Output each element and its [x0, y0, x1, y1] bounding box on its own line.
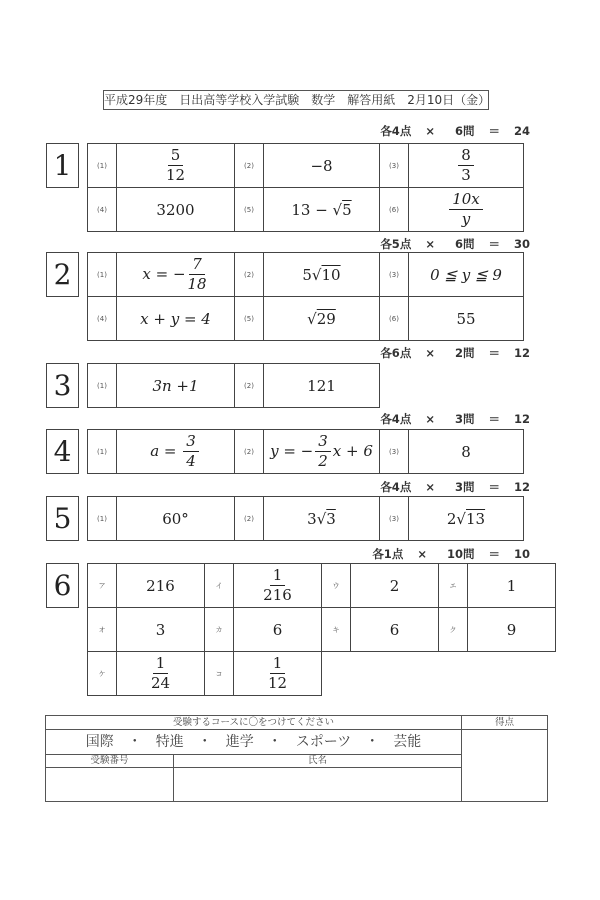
score-each: 各4点 [380, 124, 412, 138]
course-options[interactable]: 国際 ・ 特進 ・ 進学 ・ スポーツ ・ 芸能 [46, 730, 462, 755]
empty-cell [439, 652, 468, 696]
answer-cell[interactable] [409, 253, 524, 297]
answer-cell[interactable] [468, 564, 556, 608]
answer-grid [87, 563, 556, 696]
answer-cell[interactable] [264, 497, 380, 541]
question-label: (4) [88, 188, 117, 232]
numerator: 10x [449, 190, 483, 210]
score-summary [380, 345, 530, 361]
question-label: (1) [88, 144, 117, 188]
question-label: (4) [88, 297, 117, 341]
score-each: 各1点 [372, 547, 404, 561]
score-each: 各4点 [380, 480, 412, 494]
answer-text-suffix: x + 6 [332, 441, 373, 460]
answer-value [307, 510, 336, 528]
answer-cell[interactable] [468, 608, 556, 652]
fraction [449, 190, 483, 229]
exam-number-field[interactable] [46, 768, 174, 801]
answer-row [88, 144, 524, 188]
answer-cell[interactable] [409, 188, 524, 232]
score-total: 12 [513, 412, 530, 426]
radicand: 5 [342, 200, 352, 219]
denominator: y [461, 210, 471, 228]
fraction [263, 566, 292, 605]
score-times: × [425, 480, 435, 494]
answer-grid [87, 496, 524, 541]
score-count: 10問 [446, 547, 475, 561]
radicand: 13 [466, 509, 486, 528]
answer-row [88, 497, 524, 541]
radicand: 10 [321, 265, 341, 284]
answer-text: y = − [270, 441, 314, 460]
exam-number-label: 受験番号 [46, 755, 174, 768]
score-times: × [425, 237, 435, 251]
answer-cell[interactable] [264, 297, 380, 341]
answer-text: 3n +1 [152, 376, 199, 395]
answer-text: 8 [461, 442, 471, 461]
answer-text: 13 − √ [291, 200, 343, 219]
answer-cell[interactable] [409, 430, 524, 474]
answer-text: 6 [389, 620, 400, 639]
answer-cell[interactable] [264, 430, 380, 474]
answer-value [507, 621, 517, 639]
numerator: 3 [183, 432, 199, 452]
answer-cell[interactable] [409, 497, 524, 541]
section-number: 4 [46, 429, 79, 474]
answer-cell[interactable] [264, 253, 380, 297]
answer-value [266, 654, 289, 692]
answer-cell[interactable] [117, 564, 205, 608]
answer-cell[interactable] [117, 652, 205, 696]
answer-text: 1 [506, 576, 517, 595]
fraction [188, 255, 207, 294]
answer-cell[interactable] [117, 497, 235, 541]
answer-text: 0 ≦ y ≦ 9 [430, 265, 502, 284]
answer-row [88, 297, 524, 341]
answer-value [149, 654, 172, 692]
answer-cell[interactable] [264, 144, 380, 188]
question-label: (6) [380, 188, 409, 232]
score-summary [372, 546, 530, 562]
question-label: ク [439, 608, 468, 652]
question-label: (2) [235, 364, 264, 408]
question-label: (1) [88, 364, 117, 408]
score-label: 得点 [462, 716, 547, 730]
question-label: ア [88, 564, 117, 608]
answer-cell[interactable] [117, 253, 235, 297]
answer-value [140, 310, 211, 328]
answer-text: 60° [162, 509, 189, 528]
section-number: 2 [46, 252, 79, 297]
answer-cell[interactable] [234, 564, 322, 608]
empty-cell [468, 652, 556, 696]
score-each: 各5点 [380, 237, 412, 251]
answer-row [88, 364, 380, 408]
answer-value [390, 577, 400, 595]
denominator: 4 [186, 452, 196, 470]
score-total: 10 [513, 547, 530, 561]
denominator: 216 [263, 586, 292, 604]
answer-cell[interactable] [351, 608, 439, 652]
answer-value [456, 146, 476, 184]
question-label: (2) [235, 497, 264, 541]
fraction [268, 654, 287, 693]
score-times: × [425, 346, 435, 360]
answer-row [88, 430, 524, 474]
answer-row [88, 608, 556, 652]
denominator: 12 [267, 674, 288, 692]
numerator: 8 [458, 146, 474, 166]
question-label: ケ [88, 652, 117, 696]
answer-value [507, 577, 517, 595]
answer-cell[interactable] [264, 364, 380, 408]
answer-cell[interactable] [117, 144, 235, 188]
answer-cell[interactable] [117, 430, 235, 474]
question-label: (1) [88, 497, 117, 541]
answer-value [291, 201, 351, 219]
answer-cell[interactable] [117, 188, 235, 232]
answer-row [88, 564, 556, 608]
answer-text: 55 [456, 309, 476, 328]
answer-grid [87, 143, 524, 232]
answer-text: 2 [389, 576, 400, 595]
answer-text: 3√ [307, 509, 327, 528]
answer-value [390, 621, 400, 639]
score-total: 12 [513, 480, 530, 494]
answer-value [430, 266, 502, 284]
score-summary [380, 479, 530, 495]
question-label: (6) [380, 297, 409, 341]
name-field[interactable] [174, 768, 462, 801]
answer-value [162, 510, 189, 528]
question-label: オ [88, 608, 117, 652]
question-label: (1) [88, 430, 117, 474]
answer-cell[interactable] [409, 144, 524, 188]
numerator: 7 [189, 255, 205, 275]
numerator: 5 [168, 146, 184, 166]
score-times: × [417, 547, 427, 561]
answer-value [152, 377, 198, 395]
question-label: (2) [235, 253, 264, 297]
answer-text: 9 [506, 620, 517, 639]
answer-cell[interactable] [351, 564, 439, 608]
score-total: 12 [513, 346, 530, 360]
answer-text: 3 [155, 620, 166, 639]
answer-row [88, 652, 556, 696]
score-total: 24 [513, 124, 530, 138]
question-label: (3) [380, 253, 409, 297]
sheet-title: 平成29年度 日出高等学校入学試験 数学 解答用紙 2月10日（金） [103, 90, 489, 110]
answer-value [270, 432, 373, 470]
question-label: (2) [235, 430, 264, 474]
answer-text: x + y = 4 [140, 309, 211, 328]
section-number: 5 [46, 496, 79, 541]
answer-text: x = − [142, 264, 186, 283]
answer-text: −8 [310, 156, 333, 175]
score-times: × [425, 124, 435, 138]
section-number: 3 [46, 363, 79, 408]
answer-text: √ [307, 309, 317, 328]
answer-cell[interactable] [234, 652, 322, 696]
student-info-box [45, 715, 548, 802]
answer-text: 2√ [446, 509, 466, 528]
denominator: 18 [187, 275, 207, 293]
course-instruction: 受験するコースに〇をつけてください [46, 716, 462, 730]
empty-cell [322, 652, 351, 696]
answer-value [447, 190, 485, 228]
answer-grid [87, 252, 524, 341]
score-equals: ＝ [488, 124, 500, 138]
denominator: 12 [165, 166, 186, 184]
answer-text: 5√ [302, 265, 322, 284]
answer-cell[interactable] [117, 608, 205, 652]
question-label: (2) [235, 144, 264, 188]
answer-value [142, 255, 208, 293]
answer-value [461, 443, 471, 461]
answer-text: 6 [272, 620, 283, 639]
numerator: 1 [270, 566, 286, 586]
answer-cell[interactable] [264, 188, 380, 232]
question-label: (3) [380, 497, 409, 541]
denominator: 3 [461, 166, 471, 184]
question-label: カ [205, 608, 234, 652]
score-each: 各4点 [380, 412, 412, 426]
answer-text: 3200 [156, 200, 195, 219]
question-label: キ [322, 608, 351, 652]
score-count: 6問 [454, 237, 475, 251]
radicand: 29 [316, 309, 336, 328]
denominator: 2 [318, 452, 328, 470]
fraction [183, 432, 199, 471]
score-summary [380, 236, 530, 252]
numerator: 3 [315, 432, 331, 452]
answer-cell[interactable] [117, 297, 235, 341]
answer-grid [87, 429, 524, 474]
answer-cell[interactable] [234, 608, 322, 652]
radicand: 3 [326, 509, 336, 528]
question-label: ウ [322, 564, 351, 608]
question-label: (5) [235, 297, 264, 341]
answer-value [273, 621, 283, 639]
answer-cell[interactable] [117, 364, 235, 408]
score-times: × [425, 412, 435, 426]
section-number: 6 [46, 563, 79, 608]
question-label: (5) [235, 188, 264, 232]
answer-text: 216 [146, 576, 175, 595]
answer-grid [87, 363, 380, 408]
score-total: 30 [513, 237, 530, 251]
answer-row [88, 253, 524, 297]
answer-value [447, 510, 485, 528]
fraction [315, 432, 331, 471]
answer-text: 121 [307, 376, 336, 395]
question-label: (3) [380, 144, 409, 188]
section-number: 1 [46, 143, 79, 188]
score-equals: ＝ [488, 237, 500, 251]
answer-cell[interactable] [409, 297, 524, 341]
answer-value [307, 377, 336, 395]
answer-value [307, 310, 336, 328]
answer-value [310, 157, 332, 175]
score-summary [380, 123, 530, 139]
score-count: 3問 [454, 480, 475, 494]
numerator: 1 [270, 654, 286, 674]
name-label: 氏名 [174, 755, 462, 768]
fraction [166, 146, 185, 185]
numerator: 1 [153, 654, 169, 674]
answer-value [156, 201, 194, 219]
question-label: イ [205, 564, 234, 608]
question-label: エ [439, 564, 468, 608]
score-count: 3問 [454, 412, 475, 426]
answer-row [88, 188, 524, 232]
answer-value [164, 146, 187, 184]
fraction [458, 146, 474, 185]
answer-value [156, 621, 166, 639]
answer-text: a = [150, 441, 182, 460]
answer-value [302, 266, 340, 284]
question-label: (1) [88, 253, 117, 297]
question-label: (3) [380, 430, 409, 474]
score-equals: ＝ [488, 412, 500, 426]
answer-value [150, 432, 201, 470]
answer-value [146, 577, 175, 595]
answer-value [261, 566, 294, 604]
fraction [151, 654, 170, 693]
score-summary [380, 411, 530, 427]
score-each: 各6点 [380, 346, 412, 360]
score-count: 2問 [454, 346, 475, 360]
empty-cell [351, 652, 439, 696]
question-label: コ [205, 652, 234, 696]
score-equals: ＝ [488, 547, 500, 561]
score-equals: ＝ [488, 480, 500, 494]
answer-value [456, 310, 475, 328]
score-count: 6問 [454, 124, 475, 138]
score-equals: ＝ [488, 346, 500, 360]
denominator: 24 [150, 674, 171, 692]
score-field[interactable] [462, 730, 547, 801]
